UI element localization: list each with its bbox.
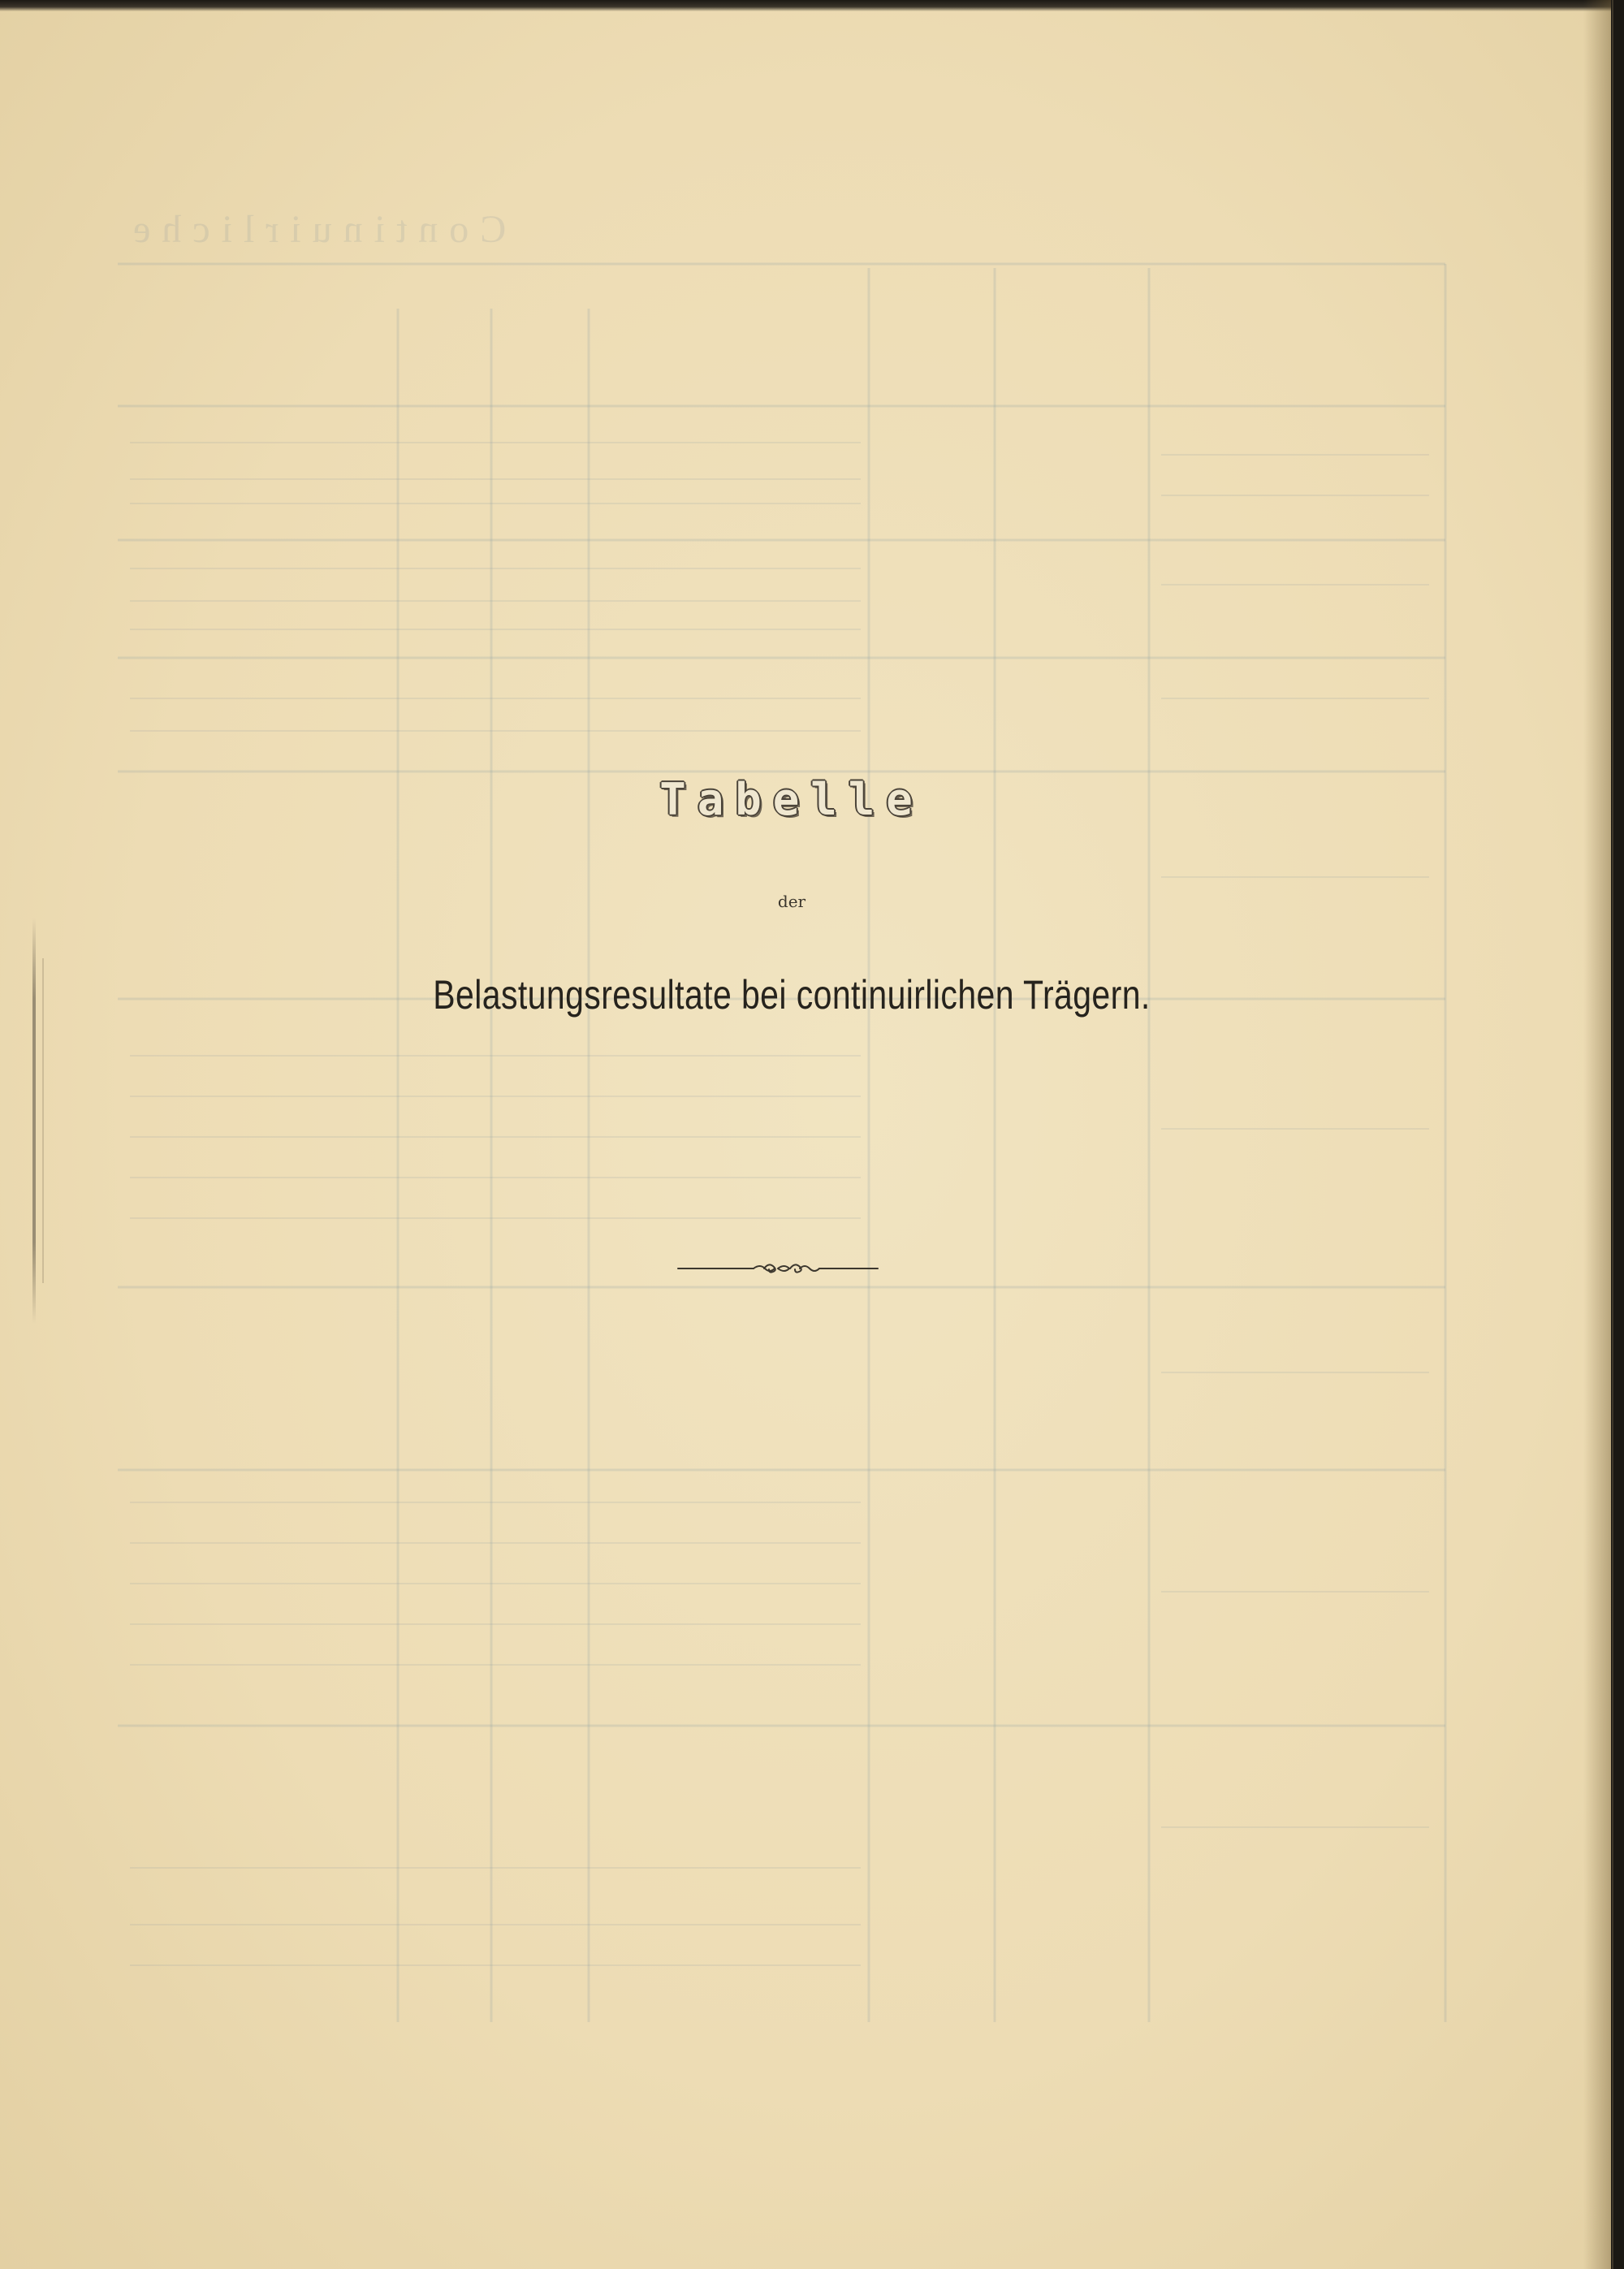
page-subtitle: Belastungsresultate bei continuirlichen Trägern. [433, 972, 1151, 1018]
decorative-flourish-icon [676, 1256, 879, 1281]
title-connector: der [777, 892, 806, 911]
page-edge-line [1612, 0, 1613, 2269]
top-edge-shadow [0, 0, 1624, 11]
bleed-through-heading: Continuirliche [122, 208, 507, 251]
left-gutter-mark-faint [42, 958, 44, 1283]
left-gutter-mark [32, 918, 36, 1324]
right-edge-shadow [1583, 0, 1611, 2269]
page-title: Tabelle [659, 774, 924, 825]
